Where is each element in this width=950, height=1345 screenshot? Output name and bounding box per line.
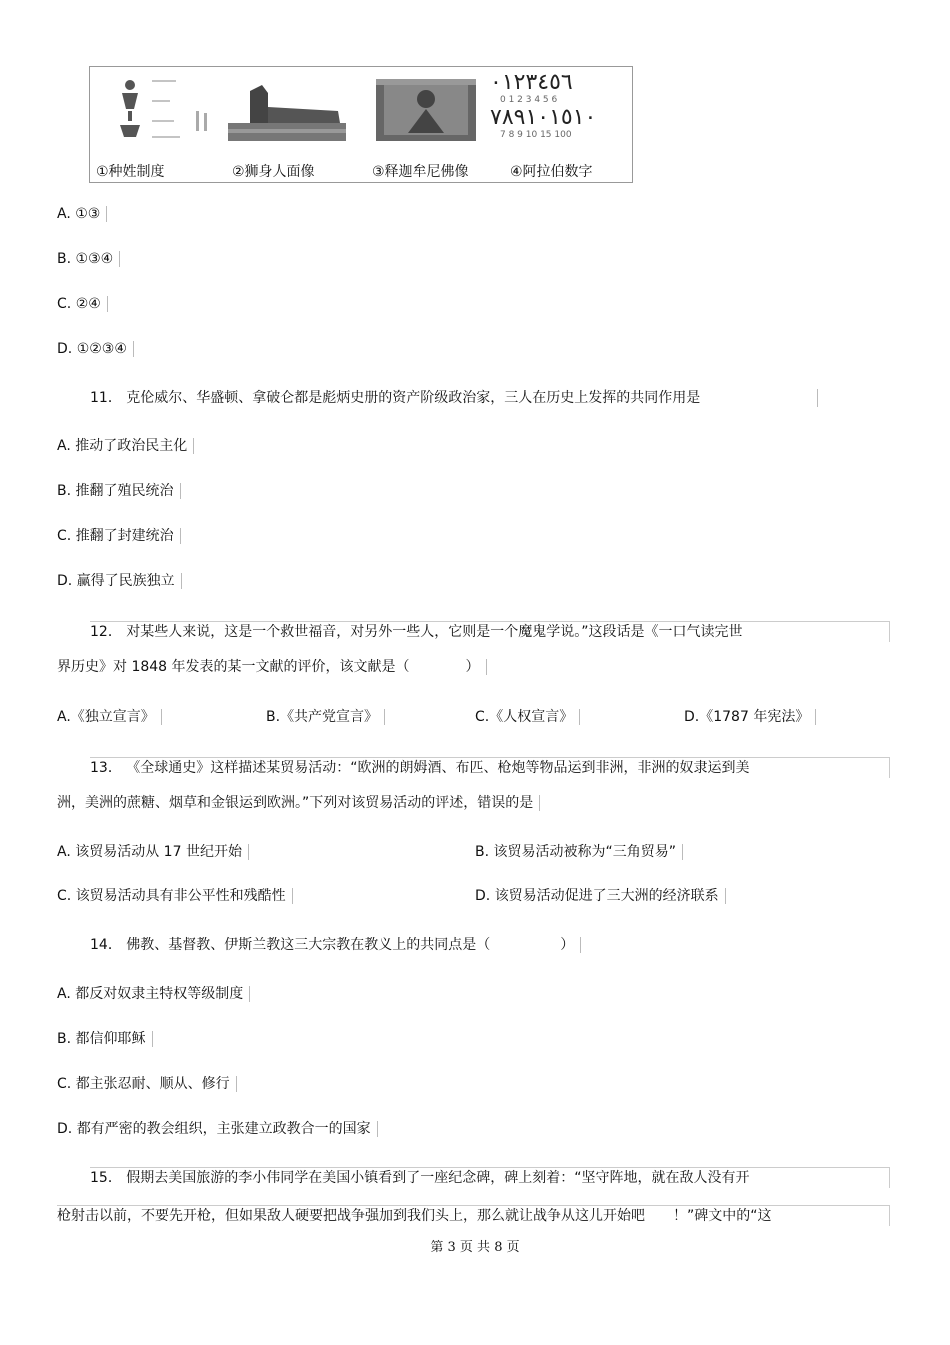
numerals-line-2: ٧٨٩١٠١٥١٠	[490, 105, 597, 130]
q11-option-c[interactable]: C. 推翻了封建统治	[57, 527, 181, 545]
q15-stem-line-1: 15． 假期去美国旅游的李小伟同学在美国小镇看到了一座纪念碑，碑上刻着：“坚守阵地，就在敌人没有开	[90, 1167, 890, 1188]
q12-option-d[interactable]: D.《1787 年宪法》	[684, 708, 816, 726]
figure-caption-2: ②狮身人面像	[232, 164, 315, 180]
q15-stem-line-2: 枪射击以前，不要先开枪，但如果敌人硬要把战争强加到我们头上，那么就让战争从这儿开始吧 ！”碑文中的“这	[57, 1205, 890, 1226]
page-footer: 第 3 页 共 8 页	[430, 1240, 520, 1255]
q11-stem: 11． 克伦威尔、华盛顿、拿破仑都是彪炳史册的资产阶级政治家，三人在历史上发挥的共同作用是	[90, 389, 818, 407]
buddha-statue-image	[370, 71, 488, 147]
q14-option-c[interactable]: C. 都主张忍耐、顺从、修行	[57, 1075, 237, 1093]
numerals-digits-1: 0 1 2 3 4 5 6	[500, 95, 558, 105]
q13-stem-line-2: 洲，美洲的蔗糖、烟草和金银运到欧洲。”下列对该贸易活动的评述，错误的是	[57, 794, 540, 812]
figure-caption-3: ③释迦牟尼佛像	[372, 164, 469, 180]
q11-option-b[interactable]: B. 推翻了殖民统治	[57, 482, 181, 500]
q14-option-b[interactable]: B. 都信仰耶稣	[57, 1030, 153, 1048]
q10-option-d[interactable]: D. ①②③④	[57, 340, 134, 358]
q13-option-d[interactable]: D. 该贸易活动促进了三大洲的经济联系	[475, 887, 726, 905]
q13-option-a[interactable]: A. 该贸易活动从 17 世纪开始	[57, 843, 249, 861]
q12-stem-line-2: 界历史》对 1848 年发表的某一文献的评价，该文献是（ ）	[57, 658, 487, 676]
q10-option-a[interactable]: A. ①③	[57, 205, 107, 223]
q14-option-a[interactable]: A. 都反对奴隶主特权等级制度	[57, 985, 250, 1003]
q12-option-b[interactable]: B.《共产党宣言》	[266, 708, 385, 726]
q13-option-b[interactable]: B. 该贸易活动被称为“三角贸易”	[475, 843, 683, 861]
q10-option-b[interactable]: B. ①③④	[57, 250, 120, 268]
q12-stem-line-1: 12． 对某些人来说，这是一个救世福音，对另外一些人，它则是一个魔鬼学说。”这段话是《一口气读完世	[90, 621, 890, 642]
q12-option-c[interactable]: C.《人权宣言》	[475, 708, 580, 726]
q14-option-d[interactable]: D. 都有严密的教会组织，主张建立政教合一的国家	[57, 1120, 378, 1138]
q14-stem: 14． 佛教、基督教、伊斯兰教这三大宗教在教义上的共同点是（ ）	[90, 936, 581, 954]
figure-caption-4: ④阿拉伯数字	[510, 164, 593, 180]
q11-option-a[interactable]: A. 推动了政治民主化	[57, 437, 194, 455]
question-figure	[89, 66, 633, 183]
q10-option-c[interactable]: C. ②④	[57, 295, 108, 313]
q12-option-a[interactable]: A.《独立宣言》	[57, 708, 162, 726]
q13-stem-line-1: 13． 《全球通史》这样描述某贸易活动：“欧洲的朗姆酒、布匹、枪炮等物品运到非洲，非洲的奴隶运到美	[90, 757, 890, 778]
q11-option-d[interactable]: D. 赢得了民族独立	[57, 572, 182, 590]
numerals-digits-2: 7 8 9 10 15 100	[500, 130, 572, 140]
sphinx-image	[228, 71, 346, 147]
q13-option-c[interactable]: C. 该贸易活动具有非公平性和残酷性	[57, 887, 293, 905]
arabic-numerals-image	[490, 71, 628, 147]
numerals-line-1: ٠١٢٣٤٥٦	[490, 70, 573, 95]
caste-system-image	[96, 71, 214, 147]
figure-caption-1: ①种姓制度	[96, 164, 165, 180]
